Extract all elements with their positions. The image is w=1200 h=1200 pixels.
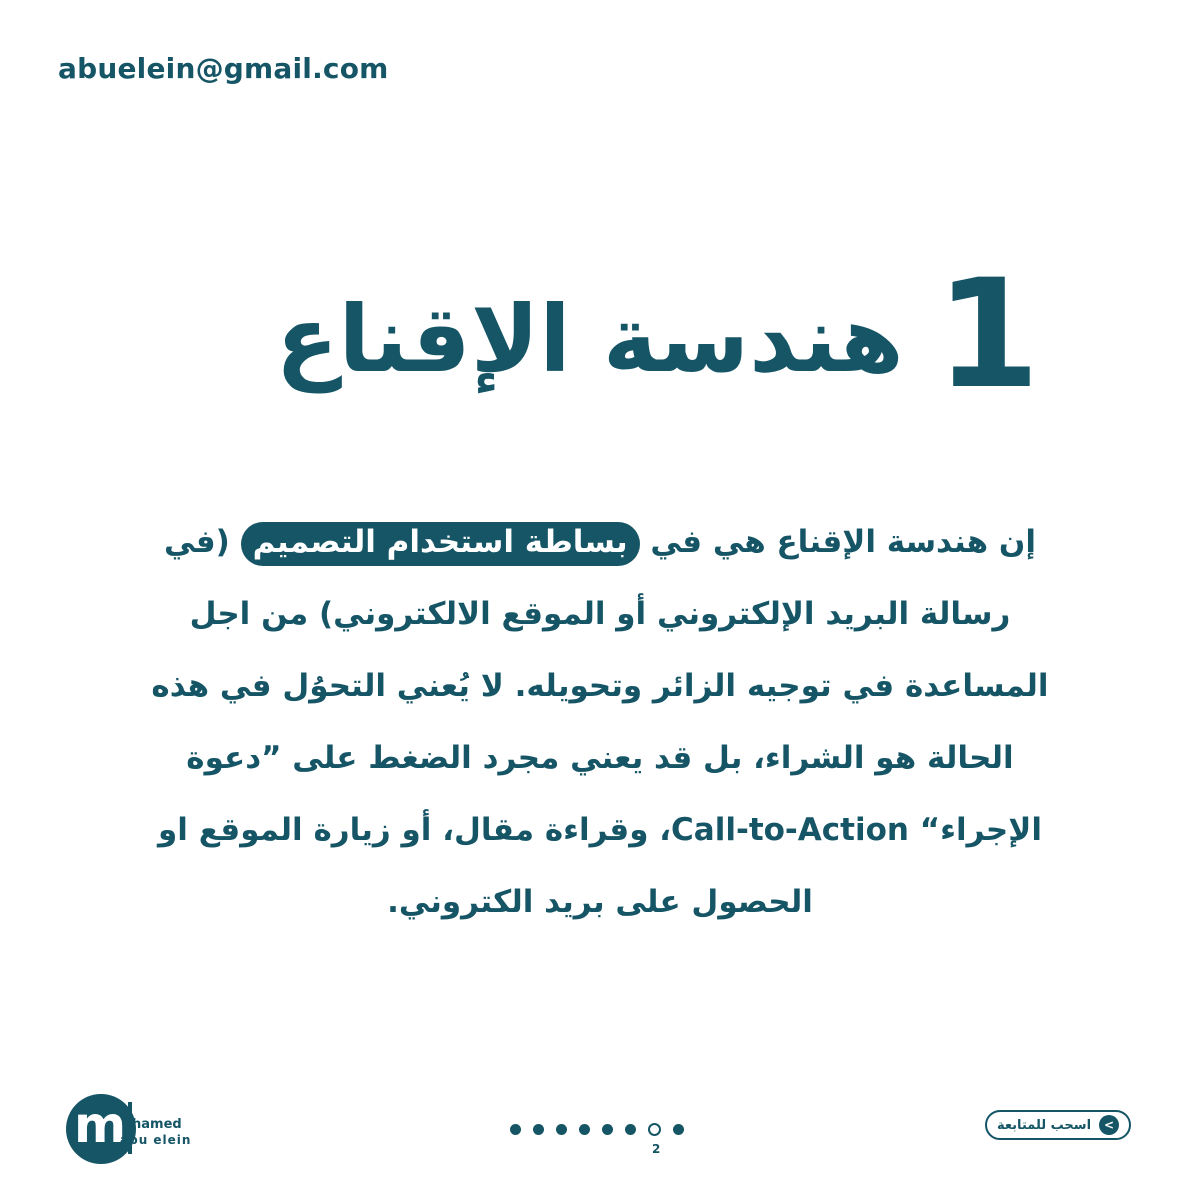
pagination-dot[interactable]	[625, 1124, 636, 1135]
title-number: 1	[935, 248, 1040, 422]
title-row	[276, 250, 1040, 420]
highlight-phrase: بساطة استخدام التصميم	[241, 522, 640, 566]
logo-letter: m	[74, 1096, 127, 1154]
pagination-dot-active[interactable]	[648, 1123, 661, 1136]
swipe-label: اسحب للمتابعة	[996, 1117, 1092, 1133]
pagination-dot[interactable]	[579, 1124, 590, 1135]
pagination-dot[interactable]	[602, 1124, 613, 1135]
pagination-dot[interactable]	[556, 1124, 567, 1135]
pagination-dots	[510, 1122, 684, 1136]
page-title: هندسة الإقناع	[275, 286, 904, 393]
pagination-dot[interactable]	[673, 1124, 684, 1135]
page-number: 2	[652, 1142, 661, 1156]
pagination-dot[interactable]	[533, 1124, 544, 1135]
body-rest: (في رسالة البريد الإلكتروني أو الموقع الالكتروني) من اجل المساعدة في توجيه الزائر وتحويله. لا يُعني التحوُل في هذه الحالة هو الشراء، بل قد يعني مجرد الضغط على ”دعوة الإجراء“ Call-to-Action، وقراءة مقال، أو زيارة الموقع او الحصول على بريد الكتروني.	[151, 524, 1049, 920]
logo-word-second: abu elein	[120, 1133, 192, 1147]
brand-logo	[66, 1094, 196, 1164]
body-paragraph	[130, 506, 1070, 938]
logo-word-first: hamed	[132, 1117, 182, 1132]
contact-email: abuelein@gmail.com	[58, 52, 389, 85]
chevron-right-icon: >	[1099, 1115, 1119, 1135]
pagination-dot[interactable]	[510, 1124, 521, 1135]
swipe-to-continue-button[interactable]	[985, 1110, 1131, 1140]
body-lead: إن هندسة الإقناع هي في	[639, 524, 1036, 560]
